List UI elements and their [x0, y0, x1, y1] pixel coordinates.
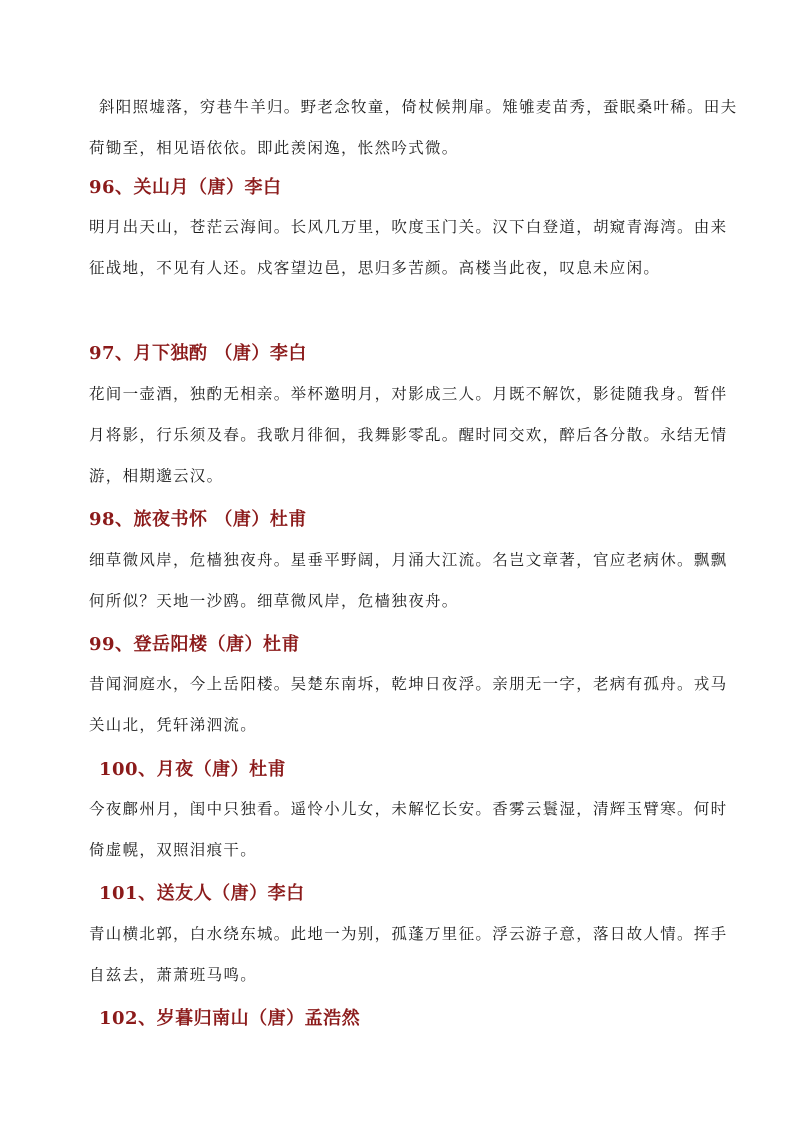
poem-97-heading: 97、月下独酌 （唐）李白	[89, 343, 307, 364]
poem-100-text: 今夜鄜州月，闺中只独看。遥怜小儿女，未解忆长安。香雾云鬟湿，清辉玉臂寒。何时倚虚幌，双照泪痕干。	[89, 800, 728, 859]
poem-98-heading: 98、旅夜书怀 （唐）杜甫	[89, 509, 307, 530]
poem-99-text: 昔闻洞庭水，今上岳阳楼。吴楚东南坼，乾坤日夜浮。亲朋无一字，老病有孤舟。戎马关山北，凭轩涕泗流。	[89, 675, 728, 734]
poem-98-text: 细草微风岸，危樯独夜舟。星垂平野阔，月涌大江流。名岂文章著，官应老病休。飘飘何所似？天地一沙鸥。细草微风岸，危樯独夜舟。	[89, 551, 728, 610]
poem-96-text: 明月出天山，苍茫云海间。长风几万里，吹度玉门关。汉下白登道，胡窥青海湾。由来征战地，不见有人还。戍客望边邑，思归多苦颜。高楼当此夜，叹息未应闲。	[89, 218, 728, 277]
poem-102-heading: 102、岁暮归南山（唐）孟浩然	[99, 1008, 361, 1029]
poem-97-text: 花间一壶酒，独酌无相亲。举杯邀明月，对影成三人。月既不解饮，影徒随我身。暂伴月将影，行乐须及春。我歌月徘徊，我舞影零乱。醒时同交欢，醉后各分散。永结无情游，相期邈云汉。	[89, 385, 728, 485]
poem-99-heading: 99、登岳阳楼（唐）杜甫	[89, 634, 301, 655]
intro-poem-text: 斜阳照墟落，穷巷牛羊归。野老念牧童，倚杖候荆扉。雉雊麦苗秀，蚕眠桑叶稀。田夫荷锄至，相见语依依。即此羡闲逸，怅然吟式微。	[89, 98, 738, 157]
poem-101-text: 青山横北郭，白水绕东城。此地一为别，孤蓬万里征。浮云游子意，落日故人情。挥手自兹去，萧萧班马鸣。	[89, 925, 728, 984]
poem-101-heading: 101、送友人（唐）李白	[99, 883, 305, 904]
poem-96-heading: 96、关山月（唐）李白	[89, 177, 282, 198]
poem-100-heading: 100、月夜（唐）杜甫	[99, 759, 287, 780]
